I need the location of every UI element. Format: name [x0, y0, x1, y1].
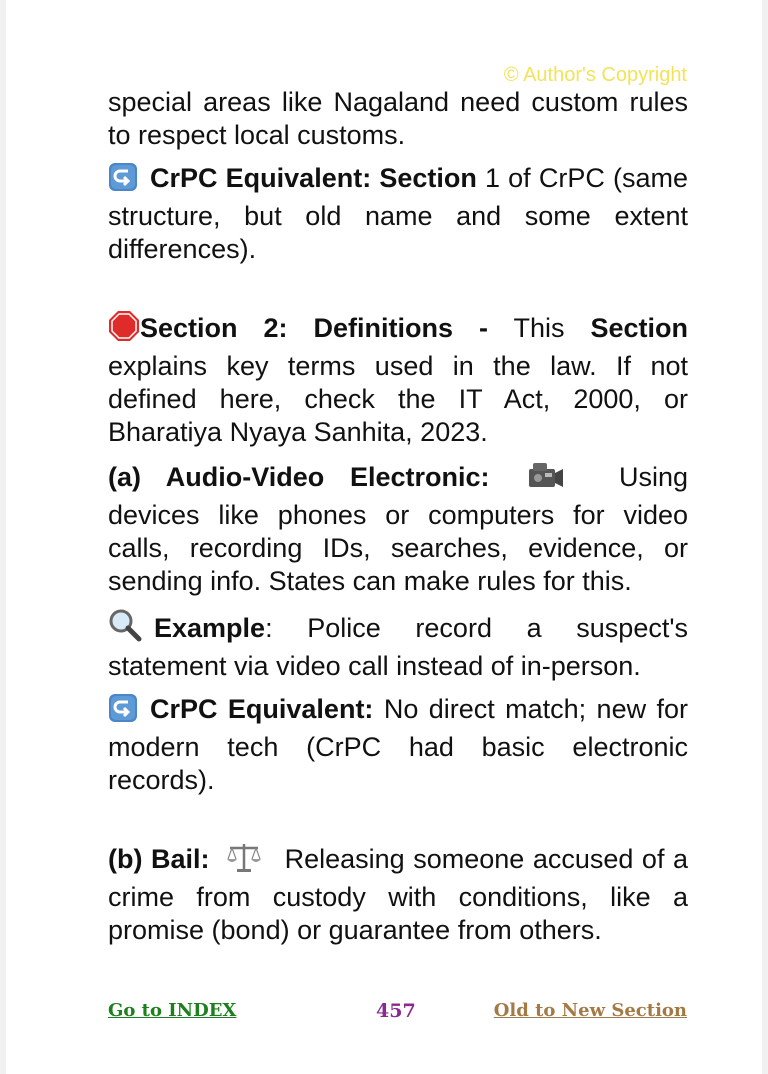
- example-label: Example: [154, 613, 266, 643]
- go-to-index-link[interactable]: Go to INDEX: [108, 1000, 237, 1021]
- paragraph-audio-video: [108, 459, 688, 598]
- video-camera-icon: [527, 459, 565, 499]
- return-arrow-icon: [108, 693, 138, 731]
- stop-sign-icon: [108, 310, 140, 350]
- crpc-label-2: CrPC Equivalent:: [150, 694, 374, 724]
- audio-video-label: (a) Audio-Video Electronic:: [108, 462, 490, 492]
- section-text-1: This: [487, 313, 591, 343]
- paragraph-example: [108, 608, 688, 683]
- content: [108, 86, 688, 957]
- section-text-2: explains key terms used in the law. If not defined here, check the IT Act, 2000, or Bharatiya Nyaya Sanhita, 2023.: [108, 351, 688, 447]
- bail-label: (b) Bail:: [108, 844, 210, 874]
- paragraph-crpc-equivalent-1: [108, 162, 688, 266]
- crpc-text-2: No direct match; new for modern tech (CrPC had basic electronic records).: [108, 694, 688, 795]
- old-to-new-section-link[interactable]: Old to New Section: [493, 1000, 687, 1021]
- crpc-text: 1 of CrPC (same structure, but old name and some extent differences).: [108, 163, 688, 264]
- page-number: 457: [376, 1000, 416, 1022]
- copyright-notice: © Author's Copyright: [503, 64, 687, 86]
- section-heading: Section 2: Definitions -: [140, 313, 488, 343]
- bail-text: Releasing someone accused of a crime from custody with conditions, like a promise (bond) or guarantee from others.: [108, 844, 688, 945]
- audio-video-text: Using devices like phones or computers for video calls, recording IDs, searches, evidence, or sending info. States can make rules for this.: [108, 462, 688, 596]
- paragraph-section-2: [108, 310, 688, 449]
- page: [6, 0, 762, 1074]
- crpc-label: CrPC Equivalent: Section: [150, 163, 477, 193]
- example-text: : Police record a suspect's statement via video call instead of in-person.: [108, 613, 688, 681]
- paragraph-nagaland: special areas like Nagaland need custom rules to respect local customs.: [108, 87, 688, 150]
- magnifier-icon: [108, 608, 142, 650]
- scales-icon: [226, 841, 262, 881]
- return-arrow-icon: [108, 162, 138, 200]
- paragraph-crpc-equivalent-2: [108, 693, 688, 797]
- paragraph-bail: [108, 841, 688, 947]
- section-word: Section: [590, 313, 688, 343]
